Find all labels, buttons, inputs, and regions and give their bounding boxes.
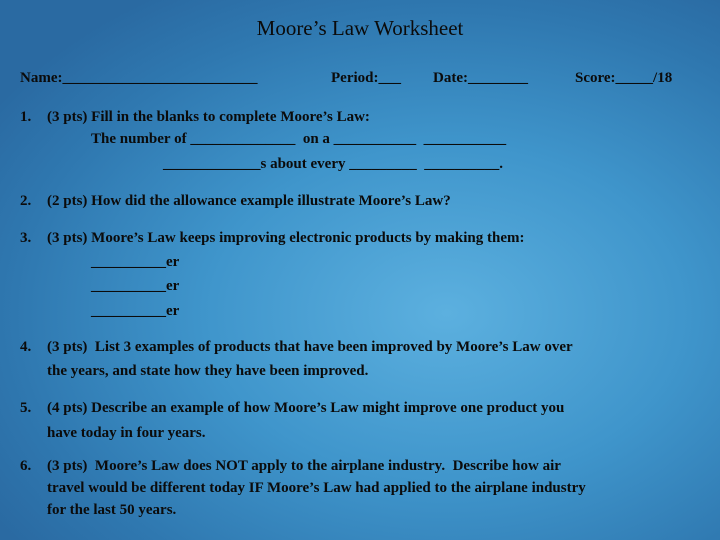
question-6-prompt-line-3: for the last 50 years.: [47, 502, 177, 518]
question-3-number: 3.: [20, 230, 32, 246]
question-6-prompt-line-1: (3 pts) Moore’s Law does NOT apply to the airplane industry. Describe how air: [47, 458, 561, 474]
score-field-label: Score:_____/18: [575, 70, 673, 86]
question-1-prompt: (3 pts) Fill in the blanks to complete Moore’s Law:: [47, 109, 370, 125]
question-1-blank-line-1: The number of ______________ on a ___________ ___________: [91, 131, 507, 147]
date-field-label: Date:________: [433, 70, 528, 86]
question-6-prompt-line-2: travel would be different today IF Moore’s Law had applied to the airplane industry: [47, 480, 586, 496]
question-4-number: 4.: [20, 339, 32, 355]
name-field-label: Name:__________________________: [20, 70, 258, 86]
question-3-blank-3: __________er: [91, 303, 180, 319]
question-3-prompt: (3 pts) Moore’s Law keeps improving electronic products by making them:: [47, 230, 525, 246]
question-2-number: 2.: [20, 193, 32, 209]
question-5-number: 5.: [20, 400, 32, 416]
worksheet-title: Moore’s Law Worksheet: [256, 16, 464, 40]
question-3-blank-2: __________er: [91, 278, 180, 294]
question-5-prompt-line-1: (4 pts) Describe an example of how Moore’s Law might improve one product you: [47, 400, 565, 416]
period-field-label: Period:___: [331, 70, 401, 86]
question-4-prompt-line-2: the years, and state how they have been improved.: [47, 363, 369, 379]
question-2-prompt: (2 pts) How did the allowance example illustrate Moore’s Law?: [47, 193, 451, 209]
question-1-number: 1.: [20, 109, 32, 125]
question-3-blank-1: __________er: [91, 254, 180, 270]
question-1-blank-line-2: _____________s about every _________ __________.: [163, 156, 503, 172]
question-6-number: 6.: [20, 458, 32, 474]
question-4-prompt-line-1: (3 pts) List 3 examples of products that have been improved by Moore’s Law over: [47, 339, 573, 355]
question-5-prompt-line-2: have today in four years.: [47, 425, 206, 441]
